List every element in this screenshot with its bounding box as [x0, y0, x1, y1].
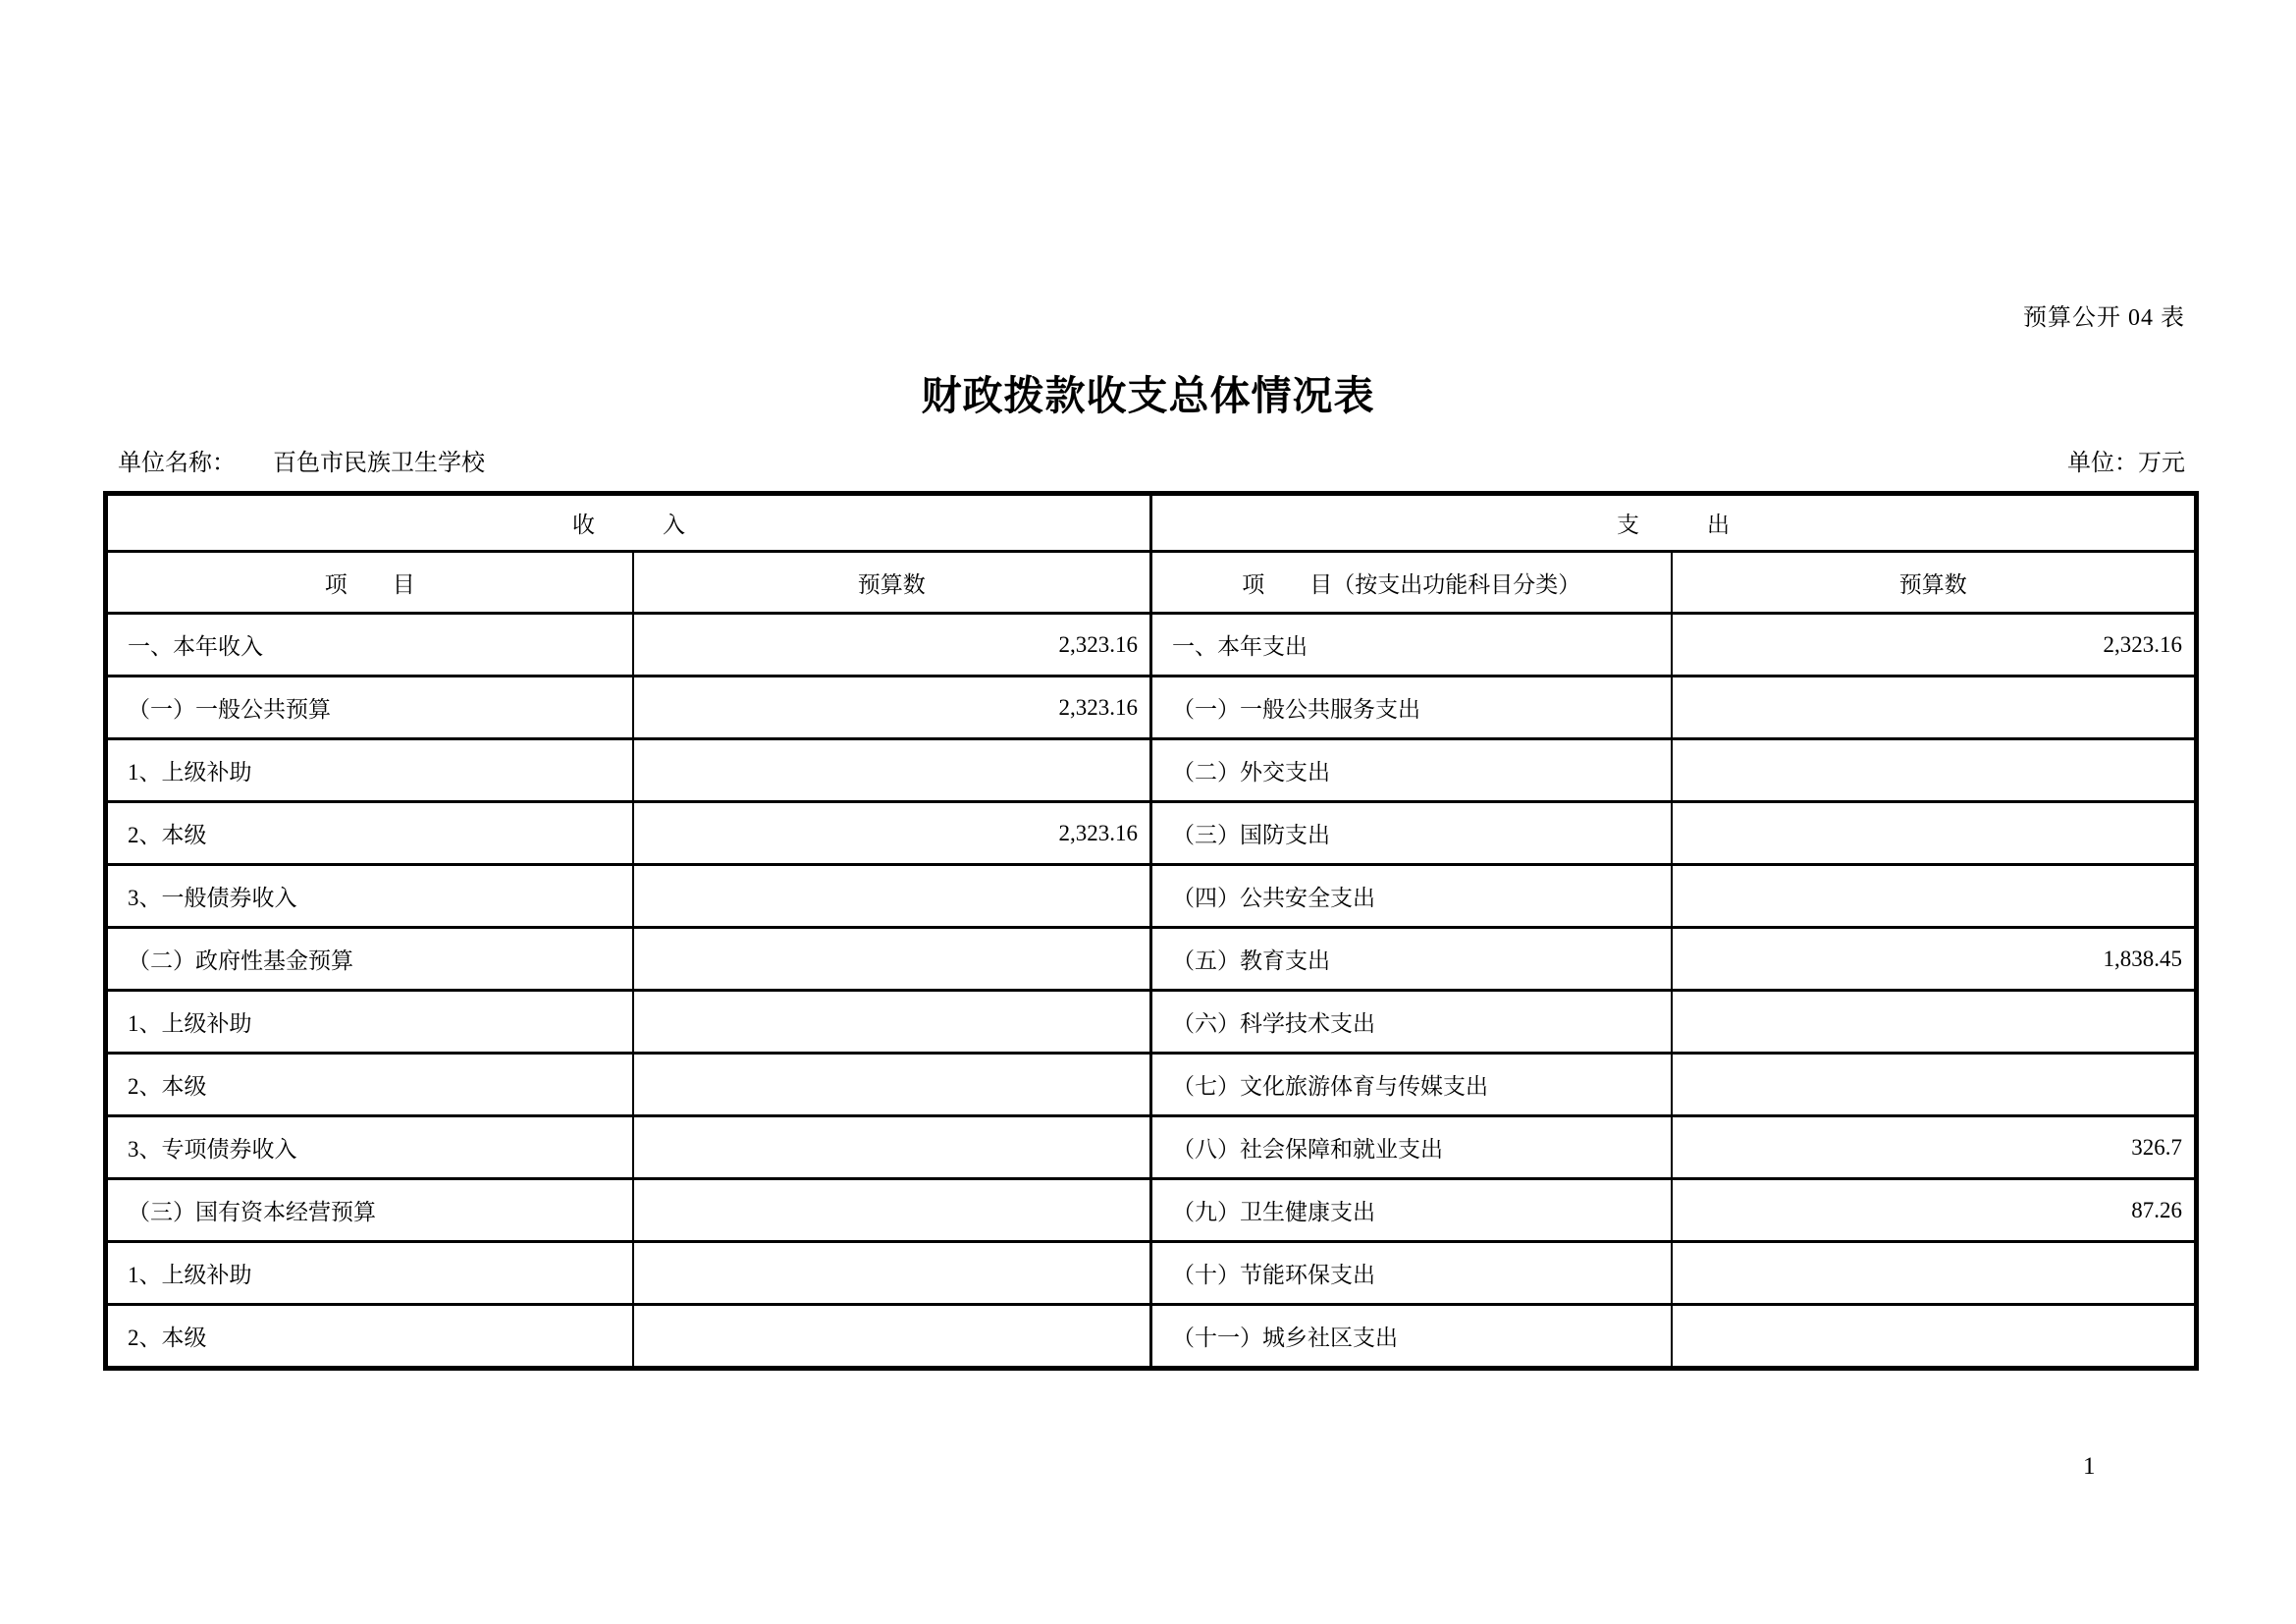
income-item-cell: 一、本年收入: [106, 614, 633, 677]
expense-item-cell: （二）外交支出: [1151, 739, 1672, 802]
income-value-cell: [633, 1305, 1151, 1369]
income-item-cell: （一）一般公共预算: [106, 677, 633, 739]
page-title: 财政拨款收支总体情况表: [921, 373, 1375, 418]
table-row: [106, 1179, 2197, 1242]
table-row: [106, 677, 2197, 739]
table-row: [106, 1054, 2197, 1116]
income-section-header: 收 入: [106, 494, 1151, 552]
table-row: [106, 802, 2197, 865]
income-item-cell: （二）政府性基金预算: [106, 928, 633, 991]
expense-value-cell: 2,323.16: [1672, 614, 2197, 677]
table-row: [106, 1242, 2197, 1305]
income-value-cell: 2,323.16: [633, 677, 1151, 739]
income-value-cell: [633, 1242, 1151, 1305]
income-value-cell: 2,323.16: [633, 614, 1151, 677]
table-row: [106, 614, 2197, 677]
income-item-cell: 3、一般债券收入: [106, 865, 633, 928]
table-body: [106, 614, 2197, 1369]
income-item-cell: 2、本级: [106, 1305, 633, 1369]
currency-unit-label: 单位：万元: [2067, 451, 2185, 476]
income-value-cell: [633, 991, 1151, 1054]
income-value-cell: [633, 1116, 1151, 1179]
table-row: [106, 739, 2197, 802]
income-value-cell: 2,323.16: [633, 802, 1151, 865]
unit-name-label: 单位名称：: [118, 451, 236, 476]
income-item-cell: 1、上级补助: [106, 1242, 633, 1305]
income-value-cell: [633, 739, 1151, 802]
expense-item-cell: （五）教育支出: [1151, 928, 1672, 991]
income-item-cell: 3、专项债券收入: [106, 1116, 633, 1179]
income-item-cell: 1、上级补助: [106, 739, 633, 802]
expense-value-cell: [1672, 1305, 2197, 1369]
income-item-cell: 2、本级: [106, 802, 633, 865]
expense-item-cell: （十一）城乡社区支出: [1151, 1305, 1672, 1369]
income-item-cell: （三）国有资本经营预算: [106, 1179, 633, 1242]
budget-table: [103, 491, 2199, 1371]
table-row: [106, 991, 2197, 1054]
income-value-cell: [633, 865, 1151, 928]
expense-section-header: 支 出: [1151, 494, 2197, 552]
income-item-cell: 2、本级: [106, 1054, 633, 1116]
table-row: [106, 1305, 2197, 1369]
expense-item-cell: （一）一般公共服务支出: [1151, 677, 1672, 739]
expense-item-cell: （十）节能环保支出: [1151, 1242, 1672, 1305]
column-header-row: [106, 552, 2197, 614]
expense-item-cell: 一、本年支出: [1151, 614, 1672, 677]
expense-item-cell: （四）公共安全支出: [1151, 865, 1672, 928]
table-row: [106, 1116, 2197, 1179]
income-item-cell: 1、上级补助: [106, 991, 633, 1054]
expense-item-column-header: 项 目（按支出功能科目分类）: [1151, 552, 1672, 614]
expense-value-cell: [1672, 739, 2197, 802]
page-number: 1: [2083, 1453, 2096, 1480]
unit-name-line: [118, 443, 485, 477]
expense-item-cell: （三）国防支出: [1151, 802, 1672, 865]
expense-item-cell: （八）社会保障和就业支出: [1151, 1116, 1672, 1179]
meta-row: [118, 443, 2185, 477]
expense-value-cell: [1672, 677, 2197, 739]
expense-value-cell: [1672, 991, 2197, 1054]
table-row: [106, 928, 2197, 991]
expense-item-cell: （六）科学技术支出: [1151, 991, 1672, 1054]
expense-item-cell: （七）文化旅游体育与传媒支出: [1151, 1054, 1672, 1116]
unit-name-value: 百色市民族卫生学校: [273, 451, 485, 476]
income-value-cell: [633, 928, 1151, 991]
form-number-label: 预算公开 04 表: [2023, 305, 2185, 331]
expense-value-cell: [1672, 1242, 2197, 1305]
expense-value-cell: 87.26: [1672, 1179, 2197, 1242]
table-row: [106, 865, 2197, 928]
expense-value-cell: [1672, 1054, 2197, 1116]
income-value-cell: [633, 1179, 1151, 1242]
expense-budget-column-header: 预算数: [1672, 552, 2197, 614]
expense-value-cell: [1672, 802, 2197, 865]
income-value-cell: [633, 1054, 1151, 1116]
expense-value-cell: 326.7: [1672, 1116, 2197, 1179]
section-header-row: [106, 494, 2197, 552]
expense-value-cell: [1672, 865, 2197, 928]
expense-value-cell: 1,838.45: [1672, 928, 2197, 991]
income-budget-column-header: 预算数: [633, 552, 1151, 614]
income-item-column-header: 项 目: [106, 552, 633, 614]
expense-item-cell: （九）卫生健康支出: [1151, 1179, 1672, 1242]
